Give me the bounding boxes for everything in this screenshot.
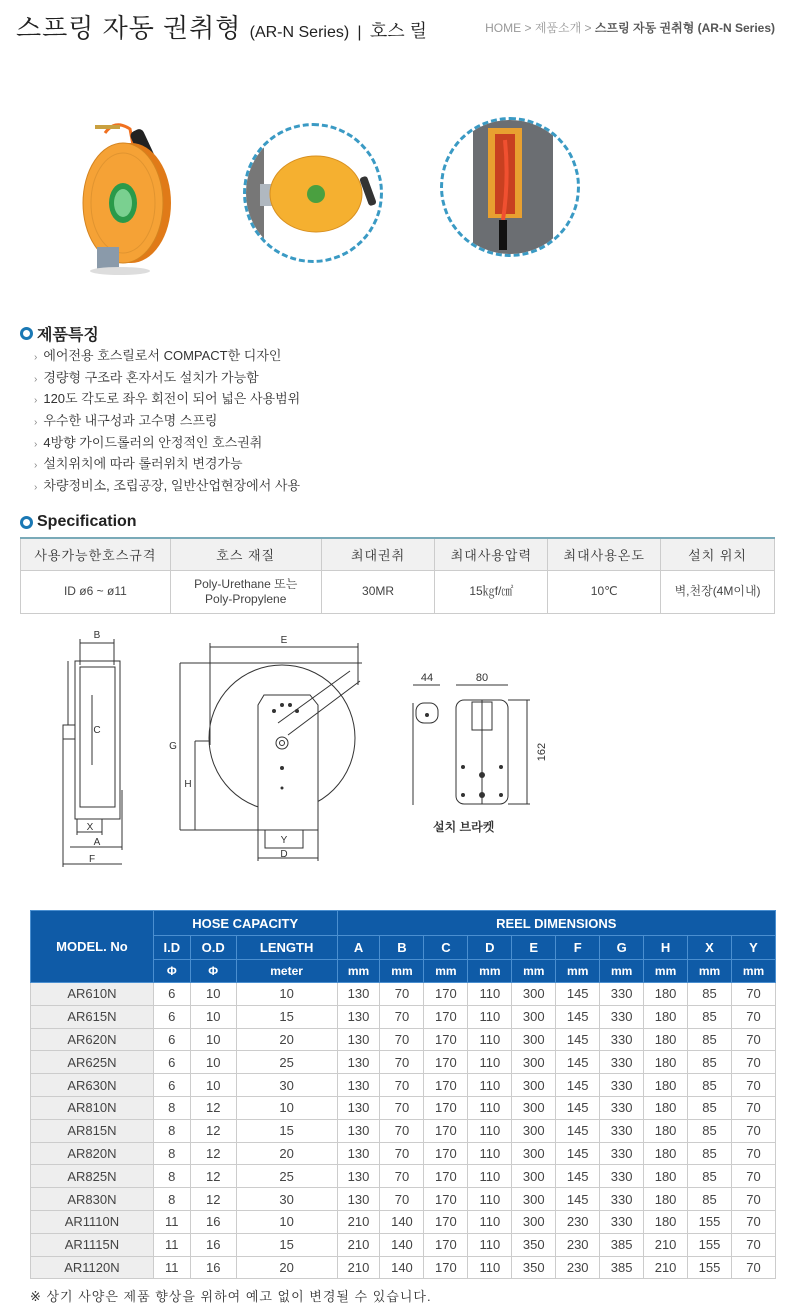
- value-cell: 145: [556, 1119, 600, 1142]
- model-cell: AR1110N: [31, 1210, 154, 1233]
- value-cell: 130: [337, 983, 380, 1006]
- specification-table: [20, 537, 775, 614]
- breadcrumb-current: 스프링 자동 권취형 (AR-N Series): [594, 21, 775, 35]
- table-row: [31, 1119, 776, 1142]
- value-cell: 180: [644, 1188, 688, 1211]
- value-cell: 12: [190, 1165, 236, 1188]
- value-cell: 145: [556, 1051, 600, 1074]
- value-cell: 6: [153, 1051, 190, 1074]
- page-title: [16, 8, 427, 45]
- unit-header: mm: [512, 960, 556, 983]
- model-cell: AR625N: [31, 1051, 154, 1074]
- value-cell: 8: [153, 1142, 190, 1165]
- model-cell: AR1120N: [31, 1256, 154, 1279]
- spec-header: 최대사용압력: [435, 538, 548, 570]
- value-cell: 15: [236, 1119, 337, 1142]
- specification-heading: [20, 513, 137, 531]
- value-cell: 210: [337, 1210, 380, 1233]
- hose-capacity-header: HOSE CAPACITY: [153, 911, 337, 936]
- value-cell: 12: [190, 1119, 236, 1142]
- value-cell: 8: [153, 1096, 190, 1119]
- value-cell: 70: [380, 983, 424, 1006]
- value-cell: 10: [190, 1074, 236, 1097]
- unit-header: mm: [556, 960, 600, 983]
- col-header: LENGTH: [236, 936, 337, 960]
- col-header: D: [468, 936, 512, 960]
- value-cell: 110: [468, 1074, 512, 1097]
- value-cell: 145: [556, 983, 600, 1006]
- breadcrumb-home[interactable]: HOME: [485, 21, 522, 35]
- title-series: (AR-N Series): [249, 24, 350, 41]
- col-header: X: [688, 936, 732, 960]
- spec-cell: Poly-Urethane 또는 Poly-Propylene: [170, 570, 321, 613]
- value-cell: 6: [153, 1028, 190, 1051]
- col-header: F: [556, 936, 600, 960]
- spec-cell: ID ø6 ~ ø11: [21, 570, 171, 613]
- value-cell: 30: [236, 1074, 337, 1097]
- value-cell: 130: [337, 1188, 380, 1211]
- value-cell: 170: [424, 1051, 468, 1074]
- value-cell: 110: [468, 1142, 512, 1165]
- value-cell: 130: [337, 1096, 380, 1119]
- feature-item: › 경량형 구조라 혼자서도 설치가 가능함: [34, 369, 259, 385]
- value-cell: 170: [424, 1074, 468, 1097]
- value-cell: 230: [556, 1256, 600, 1279]
- spec-cell: 30MR: [321, 570, 435, 613]
- value-cell: 210: [337, 1233, 380, 1256]
- value-cell: 330: [600, 1028, 644, 1051]
- title-main: 스프링 자동 권취형: [16, 13, 242, 43]
- col-header: E: [512, 936, 556, 960]
- features-heading: [20, 322, 99, 345]
- value-cell: 180: [644, 983, 688, 1006]
- value-cell: 110: [468, 1165, 512, 1188]
- value-cell: 330: [600, 1096, 644, 1119]
- value-cell: 170: [424, 1256, 468, 1279]
- ceiling-mounted-reel-photo: [440, 117, 580, 257]
- circle-bullet-icon: [20, 516, 33, 529]
- value-cell: 145: [556, 1074, 600, 1097]
- value-cell: 180: [644, 1119, 688, 1142]
- value-cell: 70: [731, 1051, 775, 1074]
- circle-bullet-icon: [20, 327, 33, 340]
- model-cell: AR810N: [31, 1096, 154, 1119]
- value-cell: 300: [512, 1119, 556, 1142]
- value-cell: 12: [190, 1188, 236, 1211]
- value-cell: 140: [380, 1233, 424, 1256]
- value-cell: 70: [731, 1210, 775, 1233]
- value-cell: 70: [731, 1005, 775, 1028]
- value-cell: 30: [236, 1188, 337, 1211]
- value-cell: 110: [468, 1051, 512, 1074]
- value-cell: 10: [190, 983, 236, 1006]
- svg-text:E: E: [280, 635, 288, 646]
- value-cell: 70: [380, 1096, 424, 1119]
- value-cell: 70: [380, 1188, 424, 1211]
- value-cell: 85: [688, 1142, 732, 1165]
- model-cell: AR820N: [31, 1142, 154, 1165]
- model-dimensions-table: [30, 910, 776, 1279]
- value-cell: 130: [337, 1119, 380, 1142]
- value-cell: 70: [731, 1074, 775, 1097]
- breadcrumb: [485, 19, 775, 36]
- value-cell: 85: [688, 1051, 732, 1074]
- value-cell: 8: [153, 1188, 190, 1211]
- unit-header: mm: [337, 960, 380, 983]
- spec-header: 최대권취: [321, 538, 435, 570]
- table-row: [31, 1188, 776, 1211]
- value-cell: 145: [556, 1096, 600, 1119]
- value-cell: 385: [600, 1233, 644, 1256]
- value-cell: 70: [731, 1119, 775, 1142]
- value-cell: 330: [600, 1188, 644, 1211]
- value-cell: 300: [512, 1165, 556, 1188]
- model-cell: AR1115N: [31, 1233, 154, 1256]
- unit-header: mm: [731, 960, 775, 983]
- value-cell: 6: [153, 1074, 190, 1097]
- value-cell: 70: [731, 1142, 775, 1165]
- spec-header: 사용가능한호스규격: [21, 538, 171, 570]
- svg-text:44: 44: [420, 672, 434, 684]
- model-cell: AR825N: [31, 1165, 154, 1188]
- spec-cell: 벽,천장(4M이내): [661, 570, 775, 613]
- value-cell: 180: [644, 1096, 688, 1119]
- breadcrumb-sep: >: [524, 21, 532, 35]
- value-cell: 12: [190, 1142, 236, 1165]
- value-cell: 70: [731, 1233, 775, 1256]
- value-cell: 170: [424, 1005, 468, 1028]
- value-cell: 15: [236, 1233, 337, 1256]
- value-cell: 170: [424, 1210, 468, 1233]
- value-cell: 110: [468, 1028, 512, 1051]
- value-cell: 110: [468, 1233, 512, 1256]
- unit-header: mm: [644, 960, 688, 983]
- value-cell: 230: [556, 1233, 600, 1256]
- value-cell: 170: [424, 1142, 468, 1165]
- value-cell: 300: [512, 1210, 556, 1233]
- model-cell: AR620N: [31, 1028, 154, 1051]
- value-cell: 6: [153, 983, 190, 1006]
- value-cell: 70: [731, 1188, 775, 1211]
- value-cell: 330: [600, 1142, 644, 1165]
- disclaimer-note: ※ 상기 사양은 제품 향상을 위하여 예고 없이 변경될 수 있습니다.: [30, 1289, 432, 1304]
- value-cell: 85: [688, 983, 732, 1006]
- value-cell: 330: [600, 1119, 644, 1142]
- value-cell: 110: [468, 1256, 512, 1279]
- value-cell: 330: [600, 1005, 644, 1028]
- reel-dimensions-header: REEL DIMENSIONS: [337, 911, 775, 936]
- unit-header: mm: [380, 960, 424, 983]
- value-cell: 180: [644, 1142, 688, 1165]
- value-cell: 70: [380, 1119, 424, 1142]
- value-cell: 85: [688, 1119, 732, 1142]
- table-row: [31, 1233, 776, 1256]
- value-cell: 10: [190, 1005, 236, 1028]
- value-cell: 70: [380, 1142, 424, 1165]
- value-cell: 170: [424, 1028, 468, 1051]
- svg-text:H: H: [184, 779, 192, 790]
- value-cell: 330: [600, 983, 644, 1006]
- value-cell: 8: [153, 1165, 190, 1188]
- product-photos: [0, 95, 791, 295]
- value-cell: 350: [512, 1233, 556, 1256]
- unit-header: meter: [236, 960, 337, 983]
- col-header: A: [337, 936, 380, 960]
- value-cell: 330: [600, 1210, 644, 1233]
- breadcrumb-products[interactable]: 제품소개: [534, 21, 582, 35]
- value-cell: 350: [512, 1256, 556, 1279]
- value-cell: 70: [731, 1256, 775, 1279]
- value-cell: 170: [424, 1188, 468, 1211]
- table-row: [31, 1210, 776, 1233]
- value-cell: 85: [688, 1005, 732, 1028]
- value-cell: 170: [424, 1233, 468, 1256]
- value-cell: 330: [600, 1165, 644, 1188]
- svg-text:Y: Y: [280, 835, 288, 846]
- value-cell: 300: [512, 1096, 556, 1119]
- value-cell: 25: [236, 1051, 337, 1074]
- value-cell: 12: [190, 1096, 236, 1119]
- value-cell: 140: [380, 1210, 424, 1233]
- value-cell: 10: [190, 1028, 236, 1051]
- table-row: [31, 983, 776, 1006]
- table-row: [31, 1005, 776, 1028]
- unit-header: mm: [468, 960, 512, 983]
- spec-cell: 10℃: [548, 570, 661, 613]
- feature-item: › 에어전용 호스릴로서 COMPACT한 디자인: [34, 348, 282, 363]
- feature-item: › 설치위치에 따라 롤러위치 변경가능: [34, 456, 243, 472]
- table-body: [31, 983, 776, 1279]
- value-cell: 230: [556, 1210, 600, 1233]
- svg-text:D: D: [280, 849, 288, 860]
- value-cell: 145: [556, 1028, 600, 1051]
- value-cell: 300: [512, 1074, 556, 1097]
- value-cell: 300: [512, 1142, 556, 1165]
- value-cell: 10: [236, 1210, 337, 1233]
- col-header: O.D: [190, 936, 236, 960]
- value-cell: 210: [644, 1233, 688, 1256]
- value-cell: 130: [337, 1142, 380, 1165]
- value-cell: 110: [468, 1210, 512, 1233]
- value-cell: 145: [556, 1005, 600, 1028]
- svg-text:F: F: [88, 854, 96, 865]
- value-cell: 110: [468, 1005, 512, 1028]
- table-row: [31, 1028, 776, 1051]
- svg-text:X: X: [86, 822, 94, 833]
- col-header: Y: [731, 936, 775, 960]
- value-cell: 15: [236, 1005, 337, 1028]
- value-cell: 10: [236, 1096, 337, 1119]
- value-cell: 300: [512, 1028, 556, 1051]
- unit-header: Φ: [153, 960, 190, 983]
- col-header: H: [644, 936, 688, 960]
- specification-title: Specification: [37, 513, 137, 530]
- col-header: B: [380, 936, 424, 960]
- unit-header: mm: [424, 960, 468, 983]
- chevron-right-icon: ›: [34, 438, 38, 450]
- model-header: MODEL. No: [31, 911, 154, 983]
- value-cell: 11: [153, 1210, 190, 1233]
- chevron-right-icon: ›: [34, 482, 38, 494]
- svg-text:A: A: [93, 837, 101, 848]
- value-cell: 110: [468, 1119, 512, 1142]
- value-cell: 180: [644, 1028, 688, 1051]
- value-cell: 70: [731, 1165, 775, 1188]
- value-cell: 16: [190, 1256, 236, 1279]
- value-cell: 16: [190, 1233, 236, 1256]
- model-cell: AR615N: [31, 1005, 154, 1028]
- feature-item: › 120도 각도로 좌우 회전이 되어 넓은 사용범위: [34, 391, 301, 407]
- value-cell: 300: [512, 1051, 556, 1074]
- value-cell: 155: [688, 1210, 732, 1233]
- col-header: C: [424, 936, 468, 960]
- value-cell: 110: [468, 1096, 512, 1119]
- value-cell: 180: [644, 1005, 688, 1028]
- features-title: 제품특징: [37, 327, 99, 344]
- value-cell: 10: [236, 983, 337, 1006]
- value-cell: 300: [512, 1005, 556, 1028]
- title-category: 호스 릴: [369, 21, 427, 41]
- value-cell: 180: [644, 1165, 688, 1188]
- value-cell: 16: [190, 1210, 236, 1233]
- value-cell: 85: [688, 1096, 732, 1119]
- value-cell: 85: [688, 1028, 732, 1051]
- table-row: [31, 1096, 776, 1119]
- value-cell: 170: [424, 1165, 468, 1188]
- chevron-right-icon: ›: [34, 460, 38, 472]
- value-cell: 70: [380, 1074, 424, 1097]
- value-cell: 145: [556, 1188, 600, 1211]
- value-cell: 210: [337, 1256, 380, 1279]
- bracket-caption: 설치 브라켓: [433, 820, 495, 834]
- svg-text:G: G: [169, 741, 177, 752]
- value-cell: 330: [600, 1074, 644, 1097]
- value-cell: 130: [337, 1051, 380, 1074]
- value-cell: 20: [236, 1256, 337, 1279]
- value-cell: 20: [236, 1142, 337, 1165]
- value-cell: 70: [380, 1005, 424, 1028]
- value-cell: 11: [153, 1233, 190, 1256]
- unit-header: Φ: [190, 960, 236, 983]
- table-row: [31, 1051, 776, 1074]
- model-cell: AR815N: [31, 1119, 154, 1142]
- spec-header: 설치 위치: [661, 538, 775, 570]
- value-cell: 145: [556, 1142, 600, 1165]
- value-cell: 70: [731, 1028, 775, 1051]
- value-cell: 11: [153, 1256, 190, 1279]
- value-cell: 10: [190, 1051, 236, 1074]
- table-row: [31, 1142, 776, 1165]
- value-cell: 85: [688, 1165, 732, 1188]
- feature-item: › 우수한 내구성과 고수명 스프링: [34, 413, 218, 429]
- value-cell: 140: [380, 1256, 424, 1279]
- breadcrumb-sep: >: [584, 21, 592, 35]
- value-cell: 6: [153, 1005, 190, 1028]
- model-cell: AR830N: [31, 1188, 154, 1211]
- spec-header: 최대사용온도: [548, 538, 661, 570]
- value-cell: 210: [644, 1256, 688, 1279]
- value-cell: 85: [688, 1074, 732, 1097]
- wall-mounted-reel-photo: [243, 123, 383, 263]
- features-list: [34, 345, 300, 497]
- value-cell: 8: [153, 1119, 190, 1142]
- value-cell: 70: [731, 1096, 775, 1119]
- value-cell: 300: [512, 983, 556, 1006]
- value-cell: 130: [337, 1165, 380, 1188]
- value-cell: 155: [688, 1256, 732, 1279]
- value-cell: 20: [236, 1028, 337, 1051]
- value-cell: 155: [688, 1233, 732, 1256]
- svg-text:B: B: [93, 630, 101, 641]
- value-cell: 70: [380, 1051, 424, 1074]
- value-cell: 300: [512, 1188, 556, 1211]
- value-cell: 385: [600, 1256, 644, 1279]
- table-row: [31, 1165, 776, 1188]
- value-cell: 145: [556, 1165, 600, 1188]
- value-cell: 180: [644, 1051, 688, 1074]
- unit-header: mm: [600, 960, 644, 983]
- value-cell: 170: [424, 983, 468, 1006]
- page-header: [0, 0, 791, 50]
- value-cell: 25: [236, 1165, 337, 1188]
- col-header: I.D: [153, 936, 190, 960]
- dimension-drawings: [20, 625, 560, 875]
- value-cell: 170: [424, 1096, 468, 1119]
- value-cell: 70: [380, 1165, 424, 1188]
- value-cell: 130: [337, 1074, 380, 1097]
- value-cell: 85: [688, 1188, 732, 1211]
- col-header: G: [600, 936, 644, 960]
- chevron-right-icon: ›: [34, 395, 38, 407]
- table-row: [31, 1256, 776, 1279]
- model-cell: AR610N: [31, 983, 154, 1006]
- value-cell: 110: [468, 983, 512, 1006]
- spec-header: 호스 재질: [170, 538, 321, 570]
- chevron-right-icon: ›: [34, 417, 38, 429]
- value-cell: 70: [380, 1028, 424, 1051]
- svg-text:C: C: [93, 725, 101, 736]
- svg-text:80: 80: [475, 672, 489, 684]
- value-cell: 170: [424, 1119, 468, 1142]
- value-cell: 180: [644, 1074, 688, 1097]
- value-cell: 130: [337, 1028, 380, 1051]
- reel-product-photo: [75, 115, 175, 275]
- value-cell: 70: [731, 983, 775, 1006]
- feature-item: › 4방향 가이드롤러의 안정적인 호스권취: [34, 434, 263, 450]
- model-cell: AR630N: [31, 1074, 154, 1097]
- chevron-right-icon: ›: [34, 352, 38, 363]
- table-row: [31, 1074, 776, 1097]
- spec-cell: 15㎏f/㎠: [435, 570, 548, 613]
- svg-text:162: 162: [536, 742, 548, 762]
- value-cell: 130: [337, 1005, 380, 1028]
- title-separator: |: [357, 24, 362, 41]
- value-cell: 180: [644, 1210, 688, 1233]
- value-cell: 330: [600, 1051, 644, 1074]
- chevron-right-icon: ›: [34, 373, 38, 385]
- value-cell: 110: [468, 1188, 512, 1211]
- unit-header: mm: [688, 960, 732, 983]
- feature-item: › 차량정비소, 조립공장, 일반산업현장에서 사용: [34, 478, 301, 494]
